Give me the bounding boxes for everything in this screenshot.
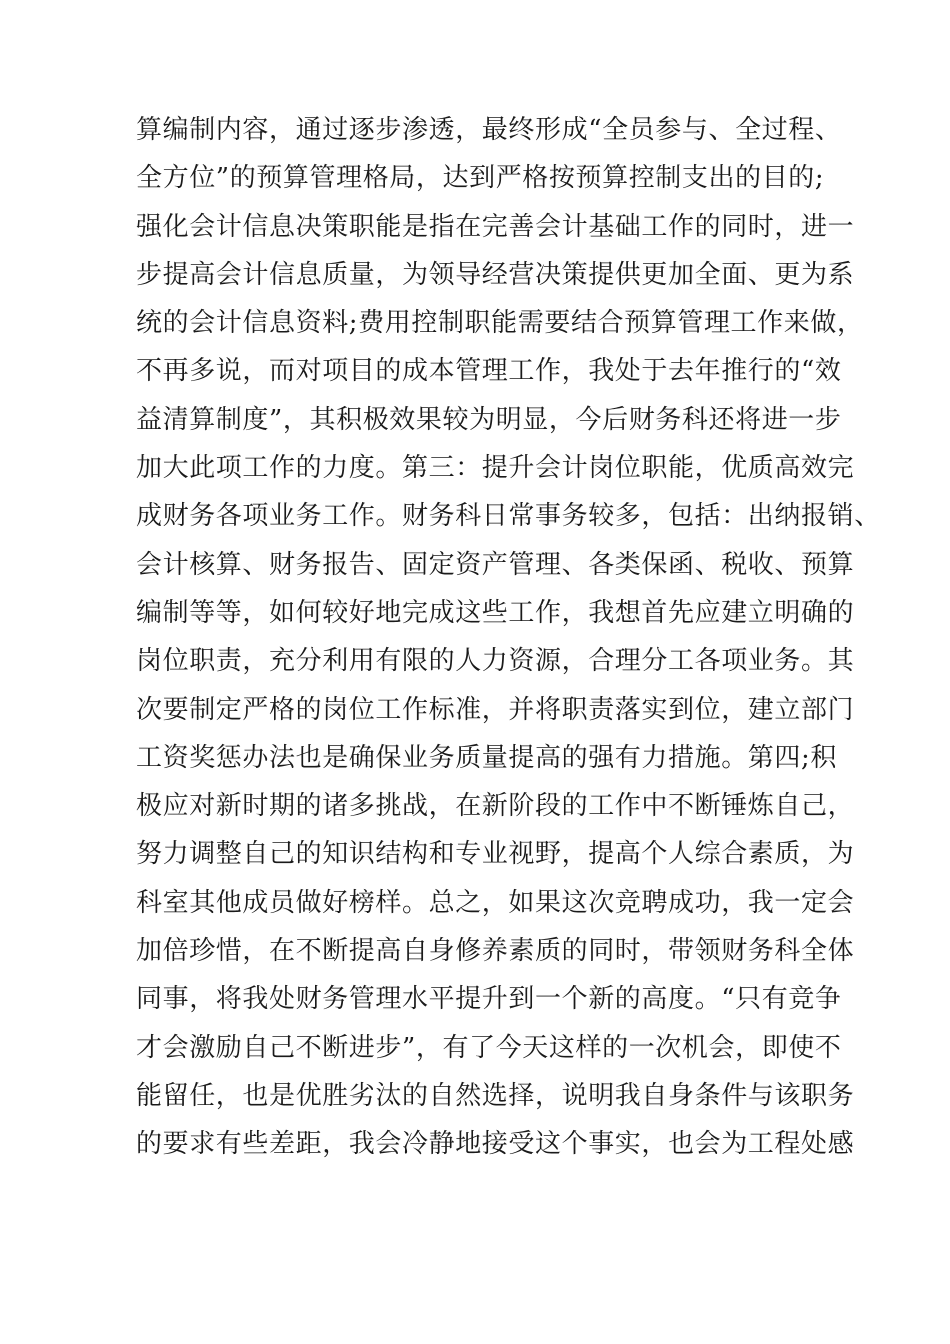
- text-line: 岗位职责，充分利用有限的人力资源，合理分工各项业务。其: [136, 646, 855, 677]
- text-line: 强化会计信息决策职能是指在完善会计基础工作的同时，进一: [136, 211, 855, 242]
- text-line: 算编制内容，通过逐步渗透，最终形成“全员参与、全过程、: [136, 115, 842, 145]
- text-line: 的要求有些差距，我会冷静地接受这个事实，也会为工程处感: [136, 1129, 855, 1160]
- text-line: 科室其他成员做好榜样。总之，如果这次竞聘成功，我一定会: [136, 887, 855, 918]
- text-line: 才会激励自己不断进步”，有了今天这样的一次机会，即使不: [136, 1032, 842, 1063]
- text-line: 次要制定严格的岗位工作标准，并将职责落实到位，建立部门: [136, 694, 855, 725]
- text-line: 会计核算、财务报告、固定资产管理、各类保函、税收、预算: [136, 549, 855, 580]
- body-text: [136, 106, 881, 1169]
- text-line: 统的会计信息资料;费用控制职能需要结合预算管理工作来做，: [136, 308, 864, 339]
- text-line: 加大此项工作的力度。第三：提升会计岗位职能，优质高效完: [136, 453, 855, 484]
- text-line: 工资奖惩办法也是确保业务质量提高的强有力措施。第四;积: [136, 742, 837, 773]
- text-line: 加倍珍惜，在不断提高自身修养素质的同时，带领财务科全体: [136, 936, 855, 967]
- text-line: 步提高会计信息质量，为领导经营决策提供更加全面、更为系: [136, 259, 855, 290]
- text-line: 极应对新时期的诸多挑战，在新阶段的工作中不断锤炼自己，: [136, 791, 855, 822]
- text-line: 成财务各项业务工作。财务科日常事务较多，包括：出纳报销、: [136, 501, 881, 532]
- text-line: 能留任，也是优胜劣汰的自然选择，说明我自身条件与该职务: [136, 1080, 855, 1111]
- text-line: 编制等等，如何较好地完成这些工作，我想首先应建立明确的: [136, 597, 855, 628]
- text-line: 不再多说，而对项目的成本管理工作，我处于去年推行的“效: [136, 356, 842, 387]
- text-line: 同事，将我处财务管理水平提升到一个新的高度。“只有竞争: [136, 984, 842, 1015]
- text-line: 努力调整自己的知识结构和专业视野，提高个人综合素质，为: [136, 839, 855, 870]
- text-line: 全方位”的预算管理格局，达到严格按预算控制支出的目的;: [136, 163, 825, 194]
- text-line: 益清算制度”，其积极效果较为明显，今后财务科还将进一步: [136, 404, 842, 435]
